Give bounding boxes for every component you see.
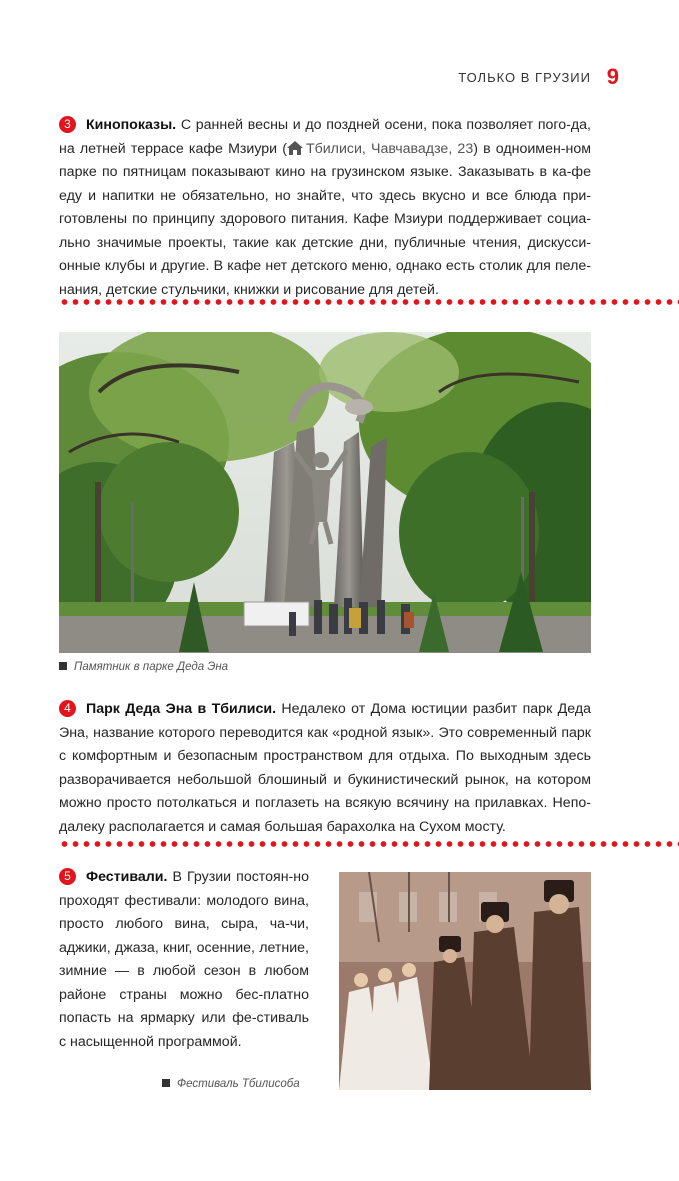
item-number-badge: 3 bbox=[59, 116, 76, 133]
item-number-badge: 5 bbox=[59, 868, 76, 885]
item-title: Кинопоказы. bbox=[86, 117, 177, 133]
festival-illustration bbox=[339, 872, 591, 1090]
address: Тбилиси, Чавчавадзе, 23 bbox=[305, 140, 474, 157]
item-text: Недалеко от Дома юстиции разбит парк Деда Эна, название которого переводится как «родной язык». Это современный парк с комфортным и безопасным пространством для отдыха. По выходным здесь разворачивается небольшой блошиный и букинистический рынок, на котором можно просто потолкаться и поглазеть на всякую всячину на прилавках. Непо-далеку располагается и самая большая барахолка на Сухом мосту. bbox=[59, 701, 591, 835]
item-number-badge: 4 bbox=[59, 700, 76, 717]
monument-illustration bbox=[59, 332, 591, 653]
item-title: Фестивали. bbox=[86, 869, 168, 885]
caption-text: Фестиваль Тбилисоба bbox=[177, 1078, 300, 1090]
dotted-divider bbox=[59, 841, 679, 847]
item-text-part: С ранней весны и до поздней осени, пока позволяет пого-да, на летней террасе кафе Мзиури ( bbox=[59, 117, 591, 157]
page-number: 9 bbox=[606, 64, 619, 89]
item-text: В Грузии постоян-но проходят фестивали: молодого вина, просто любого вина, сыра, ча-чи, аджики, джаза, книг, осенние, летние, зимние — в любой сезон в любом районе страны можно бес-платно попасть на ярмарку или фе-стиваль с насыщенной программой. bbox=[59, 869, 309, 1050]
caption-text: Памятник в парке Деда Эна bbox=[74, 661, 229, 673]
item-festivals bbox=[59, 866, 309, 1054]
square-bullet-icon bbox=[162, 1079, 170, 1087]
running-header: ТОЛЬКО В ГРУЗИИ bbox=[458, 70, 591, 85]
square-bullet-icon bbox=[59, 662, 67, 670]
photo-caption bbox=[162, 1078, 300, 1090]
item-park bbox=[59, 698, 591, 839]
photo-monument bbox=[59, 332, 591, 653]
home-icon bbox=[287, 141, 303, 155]
item-text-part: ) в одноимен-ном парке по пятницам показывают кино на грузинском языке. Заказывать в ка-фе еду и напитки не обязательно, но знайте, что здесь вкусно и все блюда при-готовлены по принципу здорового питания. Кафе Мзиури поддерживает социа-льно значимые проекты, такие как детские дни, публичные чтения, дискусси-онные клубы и другие. В кафе нет детского меню, однако есть столик для пеле-нания, детские стульчики, книжки и рисование для детей. bbox=[59, 140, 591, 298]
photo-caption bbox=[59, 661, 228, 673]
photo-festival bbox=[339, 872, 591, 1090]
dotted-divider bbox=[59, 299, 679, 305]
item-cinema bbox=[59, 114, 591, 302]
item-title: Парк Деда Эна в Тбилиси. bbox=[86, 701, 277, 717]
